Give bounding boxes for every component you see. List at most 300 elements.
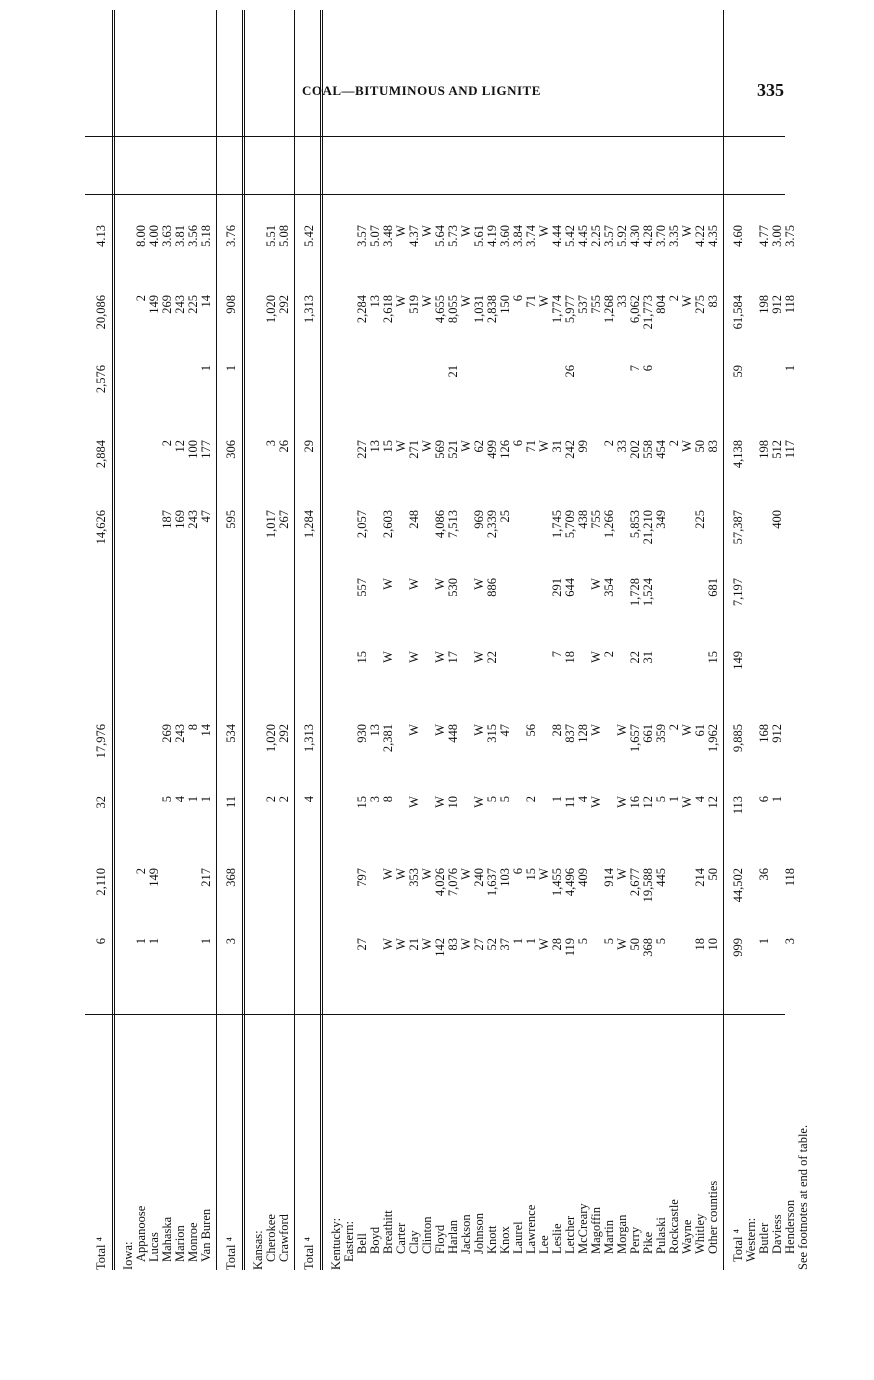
cell-mines-strip: 4 — [576, 796, 590, 803]
row-label: Pike — [641, 1231, 655, 1254]
cell-prod-auger: 1,728 — [628, 578, 642, 607]
cell-shipped-rail: 2,339 — [485, 510, 499, 539]
cell-prod-strip: 8 — [186, 724, 200, 731]
table-row — [771, 10, 784, 1270]
cell-shipped-truck: 29 — [302, 440, 316, 453]
cell-mines-auger: 22 — [628, 651, 642, 664]
cell-total-value: 150 — [498, 295, 512, 314]
row-label: Crawford — [277, 1214, 291, 1262]
cell-mines-underground: 1 — [511, 938, 525, 945]
cell-shipped-rail: 595 — [224, 510, 238, 529]
table-row — [590, 10, 603, 1270]
row-label: Daviess — [770, 1214, 784, 1254]
cell-shipped-truck: 306 — [224, 440, 238, 459]
table-row — [797, 10, 810, 1270]
cell-prod-auger: 886 — [485, 578, 499, 597]
table-row — [629, 10, 642, 1270]
cell-prod-underground: 353 — [407, 868, 421, 887]
cell-prod-strip: W — [589, 724, 603, 736]
cell-avg-value: 3.56 — [186, 225, 200, 247]
table-row — [225, 10, 238, 1270]
cell-prod-underground: 7,076 — [446, 868, 460, 897]
cell-total-value: 1,268 — [602, 295, 616, 324]
cell-avg-value: 4.77 — [757, 225, 771, 247]
cell-total-value: 83 — [706, 295, 720, 308]
cell-shipped-rail: 25 — [498, 510, 512, 523]
cell-shipped-other: 59 — [731, 365, 745, 378]
cell-shipped-truck: 177 — [199, 440, 213, 459]
table-row — [694, 10, 707, 1270]
cell-prod-underground: W — [459, 868, 473, 880]
cell-avg-value: 3.75 — [783, 225, 797, 247]
cell-total-value: 2 — [134, 295, 148, 302]
cell-prod-auger: W — [433, 578, 447, 590]
cell-mines-underground: W — [381, 938, 395, 950]
cell-prod-auger: W — [472, 578, 486, 590]
cell-shipped-rail: 4,086 — [433, 510, 447, 539]
cell-mines-underground: W — [394, 938, 408, 950]
row-label: Morgan — [615, 1214, 629, 1254]
table-row — [434, 10, 447, 1270]
cell-prod-strip: 28 — [550, 724, 564, 737]
cell-shipped-truck: 4,138 — [731, 440, 745, 469]
cell-shipped-truck: 12 — [173, 440, 187, 453]
cell-mines-strip: 12 — [641, 796, 655, 809]
cell-avg-value: 4.22 — [693, 225, 707, 247]
row-label: Carter — [394, 1222, 408, 1254]
cell-prod-underground: 15 — [524, 868, 538, 881]
cell-shipped-truck: 6 — [511, 440, 525, 447]
cell-total-value: 71 — [524, 295, 538, 308]
row-label: Wayne — [680, 1219, 694, 1254]
cell-shipped-rail: 21,210 — [641, 510, 655, 545]
cell-avg-value: 3.74 — [524, 225, 538, 247]
row-label: Western: — [744, 1217, 758, 1262]
cell-prod-auger: 644 — [563, 578, 577, 597]
cell-prod-strip: 47 — [498, 724, 512, 737]
cell-total-value: W — [537, 295, 551, 307]
cell-mines-strip: 11 — [224, 796, 238, 809]
cell-prod-strip: 359 — [654, 724, 668, 743]
table-row — [200, 10, 213, 1270]
cell-mines-strip: 1 — [770, 796, 784, 803]
cell-prod-underground: 50 — [706, 868, 720, 881]
cell-total-value: 1,031 — [472, 295, 486, 324]
cell-avg-value: 4.37 — [407, 225, 421, 247]
table-row — [330, 10, 343, 1270]
cell-total-value: 198 — [757, 295, 771, 314]
cell-shipped-truck: 2 — [667, 440, 681, 447]
cell-avg-value: 5.07 — [368, 225, 382, 247]
table-row — [616, 10, 629, 1270]
row-label: Breathitt — [381, 1210, 395, 1254]
cell-total-value: 537 — [576, 295, 590, 314]
cell-mines-auger: 149 — [731, 651, 745, 670]
cell-shipped-rail: 2,603 — [381, 510, 395, 539]
cell-shipped-truck: 242 — [563, 440, 577, 459]
cell-mines-underground: W — [537, 938, 551, 950]
cell-shipped-other: 2,576 — [94, 365, 108, 394]
cell-mines-strip: 5 — [498, 796, 512, 803]
cell-mines-strip: 32 — [94, 796, 108, 809]
cell-avg-value: 3.70 — [654, 225, 668, 247]
cell-shipped-truck: 117 — [783, 440, 797, 459]
cell-prod-strip: 1,962 — [706, 724, 720, 753]
single-rule — [294, 10, 295, 1270]
cell-mines-strip: W — [433, 796, 447, 808]
cell-prod-underground: W — [420, 868, 434, 880]
row-label: Marion — [173, 1225, 187, 1262]
cell-mines-underground: 5 — [654, 938, 668, 945]
row-label: Clinton — [420, 1216, 434, 1254]
table-row — [538, 10, 551, 1270]
cell-avg-value: 5.64 — [433, 225, 447, 247]
row-label: Total ⁴ — [224, 1237, 238, 1270]
cell-total-value: 225 — [186, 295, 200, 314]
row-label: Bell — [355, 1233, 369, 1254]
cell-avg-value: 3.84 — [511, 225, 525, 247]
cell-shipped-truck: 558 — [641, 440, 655, 459]
cell-prod-strip: 14 — [199, 724, 213, 737]
cell-mines-auger: 22 — [485, 651, 499, 664]
cell-mines-strip: 1 — [199, 796, 213, 803]
cell-avg-value: 3.57 — [602, 225, 616, 247]
cell-prod-underground: 409 — [576, 868, 590, 887]
table-row — [187, 10, 200, 1270]
cell-shipped-truck: 521 — [446, 440, 460, 459]
cell-prod-underground: 1,637 — [485, 868, 499, 897]
table-row — [784, 10, 797, 1270]
table-row — [745, 10, 758, 1270]
cell-total-value: 5,977 — [563, 295, 577, 324]
cell-shipped-rail: 400 — [770, 510, 784, 529]
cell-prod-strip: W — [472, 724, 486, 736]
cell-shipped-truck: W — [680, 440, 694, 452]
cell-avg-value: 4.45 — [576, 225, 590, 247]
cell-shipped-rail: 14,626 — [94, 510, 108, 545]
cell-mines-strip: 3 — [368, 796, 382, 803]
table-row — [512, 10, 525, 1270]
cell-avg-value: 3.63 — [160, 225, 174, 247]
cell-prod-underground: 44,502 — [731, 868, 745, 903]
row-label: Pulaski — [654, 1217, 668, 1254]
cell-prod-strip: 168 — [757, 724, 771, 743]
table-row — [447, 10, 460, 1270]
cell-shipped-truck: 3 — [264, 440, 278, 447]
cell-mines-strip: W — [407, 796, 421, 808]
cell-mines-underground: 5 — [576, 938, 590, 945]
cell-shipped-other: 7 — [628, 365, 642, 372]
cell-avg-value: 4.00 — [147, 225, 161, 247]
cell-mines-strip: 1 — [550, 796, 564, 803]
cell-mines-underground: 18 — [693, 938, 707, 951]
cell-prod-underground: 217 — [199, 868, 213, 887]
cell-shipped-truck: 126 — [498, 440, 512, 459]
cell-mines-strip: 2 — [264, 796, 278, 803]
cell-mines-strip: 6 — [757, 796, 771, 803]
cell-prod-underground: 19,588 — [641, 868, 655, 903]
row-label: Appanoose — [134, 1205, 148, 1262]
table-row — [161, 10, 174, 1270]
cell-mines-strip: W — [589, 796, 603, 808]
cell-prod-strip: 1,657 — [628, 724, 642, 753]
row-label: Cherokee — [264, 1214, 278, 1262]
cell-prod-strip: 269 — [160, 724, 174, 743]
cell-mines-underground: 5 — [602, 938, 616, 945]
cell-avg-value: 5.42 — [563, 225, 577, 247]
cell-avg-value: W — [680, 225, 694, 237]
cell-shipped-rail: 5,853 — [628, 510, 642, 539]
table-row — [252, 10, 265, 1270]
table-row — [681, 10, 694, 1270]
cell-avg-value: W — [537, 225, 551, 237]
cell-shipped-rail: 225 — [693, 510, 707, 529]
cell-total-value: 243 — [173, 295, 187, 314]
cell-prod-strip: W — [407, 724, 421, 736]
table-row — [303, 10, 316, 1270]
row-label: Whitley — [693, 1213, 707, 1254]
cell-avg-value: 3.48 — [381, 225, 395, 247]
cell-prod-strip: 837 — [563, 724, 577, 743]
cell-prod-strip: 61 — [693, 724, 707, 737]
cell-prod-underground: 4,026 — [433, 868, 447, 897]
cell-prod-strip: 930 — [355, 724, 369, 743]
cell-total-value: 6 — [511, 295, 525, 302]
cell-shipped-truck: 569 — [433, 440, 447, 459]
cell-shipped-rail: 755 — [589, 510, 603, 529]
row-label: Magoffin — [589, 1207, 603, 1254]
cell-mines-underground: 28 — [550, 938, 564, 951]
cell-shipped-truck: 454 — [654, 440, 668, 459]
cell-avg-value: 5.42 — [302, 225, 316, 247]
row-label: Lucas — [147, 1232, 161, 1262]
cell-prod-underground: 4,496 — [563, 868, 577, 897]
cell-avg-value: W — [459, 225, 473, 237]
table-row — [174, 10, 187, 1270]
row-label: Kentucky: — [329, 1217, 343, 1270]
table-row — [460, 10, 473, 1270]
cell-mines-underground: 1 — [134, 938, 148, 945]
cell-mines-underground: W — [420, 938, 434, 950]
table-row — [122, 10, 135, 1270]
cell-shipped-rail: 7,513 — [446, 510, 460, 539]
cell-total-value: 275 — [693, 295, 707, 314]
cell-avg-value: 5.08 — [277, 225, 291, 247]
cell-shipped-rail: 5,709 — [563, 510, 577, 539]
cell-total-value: 755 — [589, 295, 603, 314]
cell-mines-underground: 37 — [498, 938, 512, 951]
table-row — [343, 10, 356, 1270]
cell-mines-underground: 142 — [433, 938, 447, 957]
cell-shipped-other: 6 — [641, 365, 655, 372]
cell-avg-value: 5.92 — [615, 225, 629, 247]
cell-mines-underground: 1 — [147, 938, 161, 945]
cell-total-value: 20,086 — [94, 295, 108, 330]
row-label: Boyd — [368, 1226, 382, 1254]
cell-prod-underground: W — [394, 868, 408, 880]
cell-shipped-other: 1 — [224, 365, 238, 372]
cell-prod-underground: 2,677 — [628, 868, 642, 897]
cell-shipped-truck: W — [537, 440, 551, 452]
cell-mines-auger: 17 — [446, 651, 460, 664]
table-row — [577, 10, 590, 1270]
cell-prod-strip: 292 — [277, 724, 291, 743]
row-label: Total ⁴ — [731, 1229, 745, 1262]
cell-mines-underground: 52 — [485, 938, 499, 951]
cell-mines-auger: 31 — [641, 651, 655, 664]
cell-avg-value: 4.30 — [628, 225, 642, 247]
cell-mines-strip: 4 — [173, 796, 187, 803]
cell-mines-strip: 12 — [706, 796, 720, 809]
cell-mines-underground: 1 — [524, 938, 538, 945]
cell-mines-auger: 2 — [602, 651, 616, 658]
cell-shipped-truck: 26 — [277, 440, 291, 453]
cell-mines-strip: 5 — [654, 796, 668, 803]
table-row — [148, 10, 161, 1270]
cell-prod-underground: 6 — [511, 868, 525, 875]
table-row — [603, 10, 616, 1270]
cell-shipped-rail: 243 — [186, 510, 200, 529]
table-row — [135, 10, 148, 1270]
cell-prod-auger: 291 — [550, 578, 564, 597]
row-label: Clay — [407, 1230, 421, 1254]
row-label: Total ⁴ — [302, 1237, 316, 1270]
cell-avg-value: 4.19 — [485, 225, 499, 247]
cell-mines-strip: 2 — [277, 796, 291, 803]
cell-mines-strip: 15 — [355, 796, 369, 809]
cell-avg-value: 3.81 — [173, 225, 187, 247]
cell-total-value: 33 — [615, 295, 629, 308]
row-label: Johnson — [472, 1213, 486, 1254]
table-row — [95, 10, 108, 1270]
cell-prod-strip: 128 — [576, 724, 590, 743]
cell-mines-strip: 4 — [693, 796, 707, 803]
cell-shipped-truck: 227 — [355, 440, 369, 459]
cell-prod-underground: 214 — [693, 868, 707, 887]
cell-avg-value: W — [420, 225, 434, 237]
cell-mines-auger: W — [433, 651, 447, 663]
cell-prod-strip: 13 — [368, 724, 382, 737]
cell-prod-strip: W — [615, 724, 629, 736]
row-label: Jackson — [459, 1214, 473, 1254]
cell-prod-underground: 914 — [602, 868, 616, 887]
cell-total-value: W — [420, 295, 434, 307]
cell-shipped-truck: 13 — [368, 440, 382, 453]
cell-shipped-rail: 2,057 — [355, 510, 369, 539]
cell-total-value: 4,655 — [433, 295, 447, 324]
cell-shipped-truck: 202 — [628, 440, 642, 459]
row-label: Iowa: — [121, 1241, 135, 1270]
cell-mines-underground: 119 — [563, 938, 577, 957]
cell-total-value: 1,774 — [550, 295, 564, 324]
cell-shipped-rail: 1,745 — [550, 510, 564, 539]
cell-prod-strip: 1,313 — [302, 724, 316, 753]
row-label: Harlan — [446, 1219, 460, 1254]
cell-mines-strip: W — [680, 796, 694, 808]
row-label: Knox — [498, 1226, 512, 1254]
cell-shipped-truck: 512 — [770, 440, 784, 459]
cell-avg-value: 5.51 — [264, 225, 278, 247]
row-label: Leslie — [550, 1223, 564, 1254]
row-label: Monroe — [186, 1222, 200, 1262]
table-row — [758, 10, 771, 1270]
cell-shipped-rail: 267 — [277, 510, 291, 529]
cell-prod-auger: 557 — [355, 578, 369, 597]
cell-mines-underground: 1 — [757, 938, 771, 945]
cell-prod-auger: 681 — [706, 578, 720, 597]
cell-prod-auger: W — [589, 578, 603, 590]
cell-prod-strip: 9,885 — [731, 724, 745, 753]
row-label: Total ⁴ — [94, 1237, 108, 1270]
cell-mines-underground: 3 — [783, 938, 797, 945]
cell-prod-strip: 315 — [485, 724, 499, 743]
cell-shipped-truck: 62 — [472, 440, 486, 453]
row-label: Henderson — [783, 1199, 797, 1254]
cell-total-value: 1,313 — [302, 295, 316, 324]
cell-total-value: W — [394, 295, 408, 307]
cell-avg-value: 8.00 — [134, 225, 148, 247]
cell-prod-underground: 2,110 — [94, 868, 108, 896]
cell-prod-auger: W — [381, 578, 395, 590]
cell-prod-underground: 368 — [224, 868, 238, 887]
cell-mines-auger: 15 — [706, 651, 720, 664]
cell-avg-value: 4.60 — [731, 225, 745, 247]
cell-avg-value: 3.76 — [224, 225, 238, 247]
row-label: Perry — [628, 1226, 642, 1254]
cell-prod-underground: 797 — [355, 868, 369, 887]
cell-shipped-truck: 2 — [602, 440, 616, 447]
cell-avg-value: 4.35 — [706, 225, 720, 247]
cell-mines-auger: 15 — [355, 651, 369, 664]
cell-total-value: 908 — [224, 295, 238, 314]
cell-prod-underground: W — [537, 868, 551, 880]
cell-mines-auger: W — [381, 651, 395, 663]
cell-prod-underground: 36 — [757, 868, 771, 881]
table-row — [265, 10, 278, 1270]
cell-prod-strip: 534 — [224, 724, 238, 743]
cell-shipped-rail: 1,017 — [264, 510, 278, 539]
cell-shipped-truck: 71 — [524, 440, 538, 453]
cell-prod-underground: 118 — [783, 868, 797, 887]
cell-mines-strip: 113 — [731, 796, 745, 815]
row-label: Rockcastle — [667, 1199, 681, 1254]
cell-shipped-truck: 31 — [550, 440, 564, 453]
row-label: Kansas: — [251, 1230, 265, 1270]
cell-prod-strip: 2 — [667, 724, 681, 731]
cell-mines-underground: 27 — [472, 938, 486, 951]
cell-shipped-rail: 57,387 — [731, 510, 745, 545]
cell-mines-auger: W — [472, 651, 486, 663]
cell-shipped-truck: 83 — [706, 440, 720, 453]
cell-total-value: 118 — [783, 295, 797, 314]
page-number: 335 — [757, 80, 784, 100]
row-label: See footnotes at end of table. — [796, 1124, 810, 1270]
cell-mines-strip: W — [615, 796, 629, 808]
row-label: Other counties — [706, 1180, 720, 1254]
cell-prod-strip: 17,976 — [94, 724, 108, 759]
cell-prod-underground: 2 — [134, 868, 148, 875]
row-label: Laurel — [511, 1221, 525, 1254]
table-row — [356, 10, 369, 1270]
cell-total-value: 21,773 — [641, 295, 655, 330]
cell-mines-underground: W — [459, 938, 473, 950]
cell-mines-underground: 50 — [628, 938, 642, 951]
single-rule — [216, 10, 217, 1270]
cell-shipped-truck: 100 — [186, 440, 200, 459]
cell-total-value: 519 — [407, 295, 421, 314]
cell-total-value: 804 — [654, 295, 668, 314]
cell-mines-strip: 1 — [186, 796, 200, 803]
